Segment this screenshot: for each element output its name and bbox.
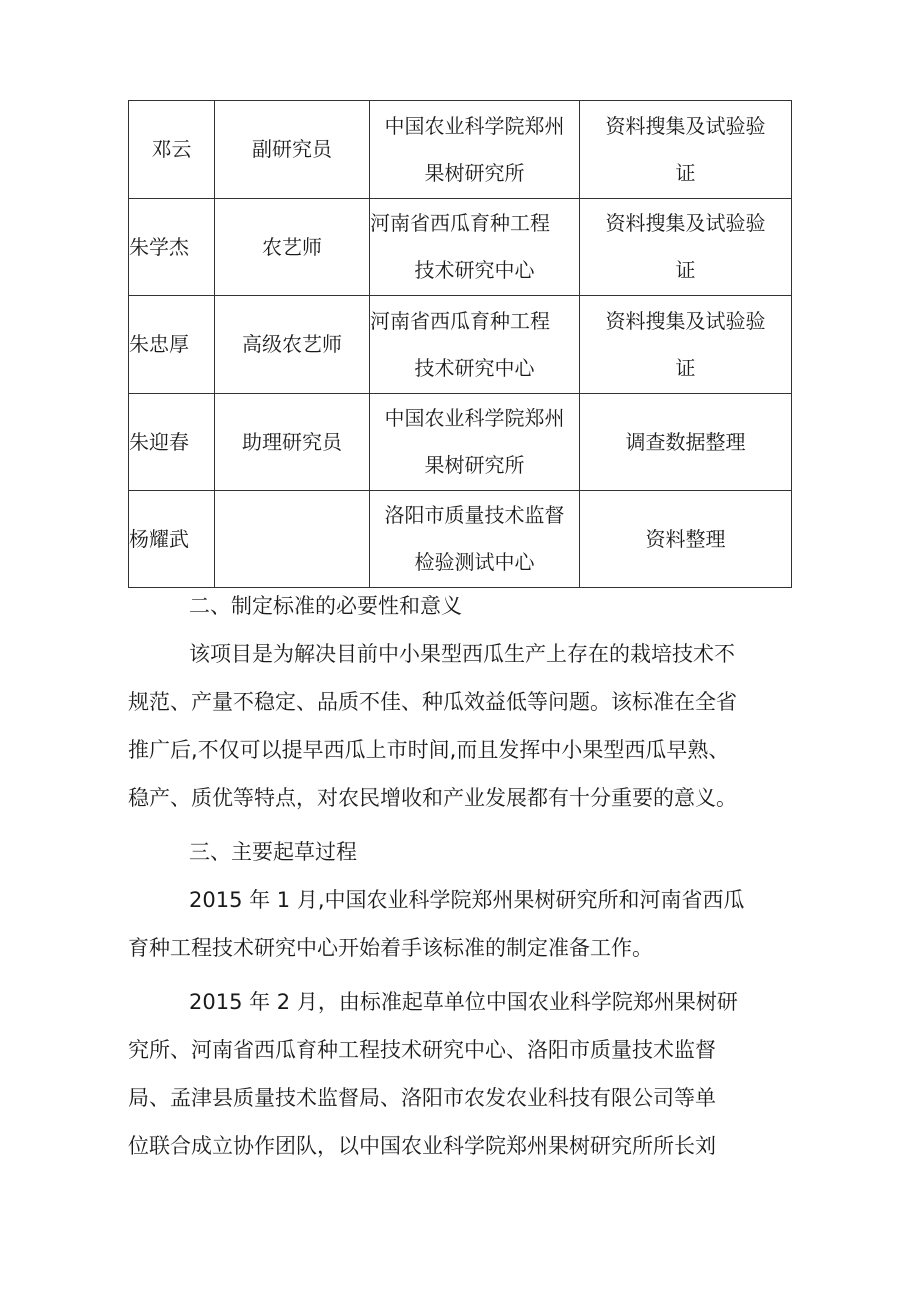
org-cell — [370, 199, 580, 296]
name-cell: 杨耀武 — [129, 491, 215, 588]
paragraph-line: 位联合成立协作团队，以中国农业科学院郑州果树研究所所长刘 — [128, 1134, 716, 1158]
org-cell — [370, 101, 580, 199]
org-line: 果树研究所 — [424, 453, 525, 477]
org-line: 技术研究中心 — [414, 355, 535, 380]
title-cell: 副研究员 — [215, 101, 370, 199]
name-cell: 朱学杰 — [129, 199, 215, 296]
section-heading: 三、主要起草过程 — [189, 840, 357, 864]
paragraph-line: 究所、河南省西瓜育种工程技术研究中心、洛阳市质量技术监督 — [128, 1038, 716, 1062]
task-line: 证 — [675, 355, 696, 380]
task-cell: 调查数据整理 — [580, 394, 792, 491]
title-cell: 助理研究员 — [215, 394, 370, 491]
org-line: 洛阳市质量技术监督 — [384, 503, 565, 527]
org-line: 果树研究所 — [424, 160, 525, 185]
name-cell: 朱忠厚 — [129, 296, 215, 394]
paragraph-line: 推广后,不仅可以提早西瓜上市时间,而且发挥中小果型西瓜早熟、 — [128, 738, 730, 762]
section-paragraph — [128, 876, 793, 972]
paragraph-line: 稳产、质优等特点，对农民增收和产业发展都有十分重要的意义。 — [128, 786, 737, 810]
section-paragraph — [128, 978, 793, 1170]
org-cell — [370, 491, 580, 588]
org-line: 中国农业科学院郑州 — [384, 113, 565, 138]
table-row — [129, 296, 792, 394]
title-cell — [215, 491, 370, 588]
table-row — [129, 101, 792, 199]
paragraph-line: 规范、产量不稳定、品质不佳、种瓜效益低等问题。该标准在全省 — [128, 690, 737, 714]
title-cell: 农艺师 — [215, 199, 370, 296]
name-cell: 朱迎春 — [129, 394, 215, 491]
table-row — [129, 491, 792, 588]
task-line: 证 — [675, 258, 696, 282]
paragraph-line: 2015 年 1 月,中国农业科学院郑州果树研究所和河南省西瓜 — [189, 888, 745, 912]
task-line: 证 — [675, 160, 696, 185]
org-line: 河南省西瓜育种工程 — [370, 308, 550, 333]
org-cell — [370, 394, 580, 491]
section-heading: 二、制定标准的必要性和意义 — [189, 594, 462, 618]
paragraph-line: 育种工程技术研究中心开始着手该标准的制定准备工作。 — [128, 936, 653, 960]
org-line: 中国农业科学院郑州 — [384, 406, 565, 430]
section-paragraph — [128, 630, 793, 822]
table-row — [129, 394, 792, 491]
task-cell — [580, 101, 792, 199]
staff-table — [128, 100, 792, 588]
name-cell: 邓云 — [129, 101, 215, 199]
task-line: 资料搜集及试验验 — [605, 211, 766, 235]
paragraph-line: 2015 年 2 月，由标准起草单位中国农业科学院郑州果树研 — [189, 990, 738, 1014]
org-line: 技术研究中心 — [414, 258, 535, 282]
org-line: 河南省西瓜育种工程 — [370, 211, 550, 235]
task-cell — [580, 199, 792, 296]
table-row — [129, 199, 792, 296]
paragraph-line: 局、孟津县质量技术监督局、洛阳市农发农业科技有限公司等单 — [128, 1086, 716, 1110]
paragraph-line: 该项目是为解决目前中小果型西瓜生产上存在的栽培技术不 — [189, 642, 735, 666]
task-cell — [580, 296, 792, 394]
org-line: 检验测试中心 — [414, 550, 535, 574]
task-line: 资料搜集及试验验 — [605, 113, 766, 138]
org-cell — [370, 296, 580, 394]
title-cell: 高级农艺师 — [215, 296, 370, 394]
task-cell: 资料整理 — [580, 491, 792, 588]
task-line: 资料搜集及试验验 — [605, 308, 766, 333]
